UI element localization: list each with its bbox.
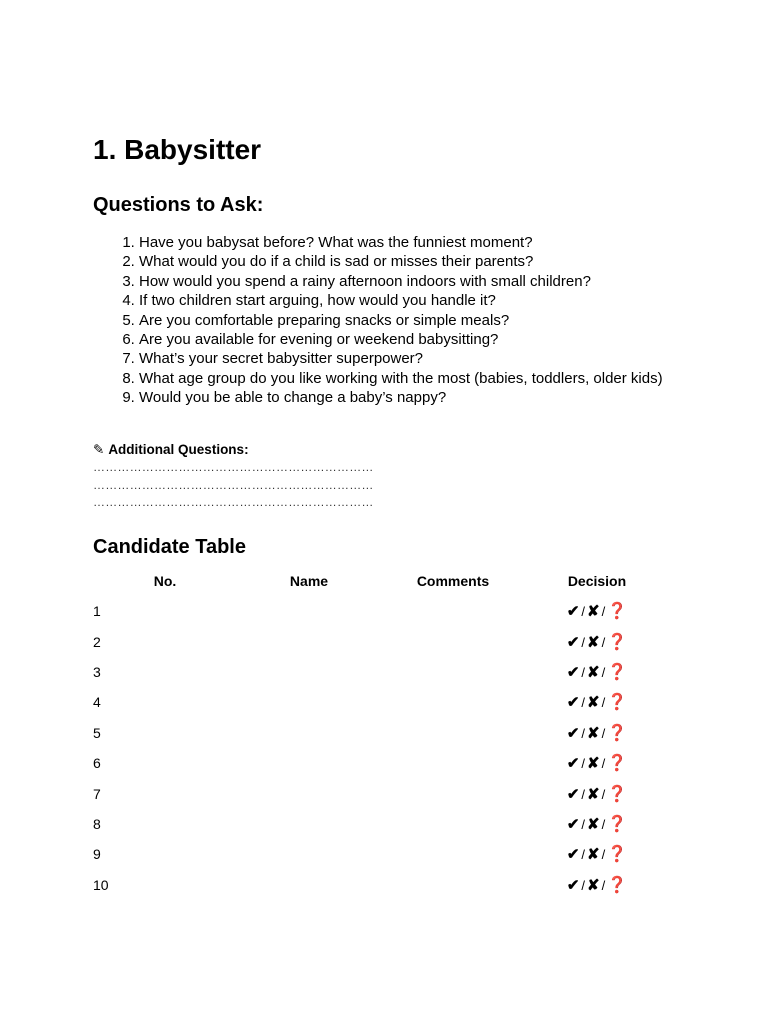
check-icon[interactable]: ✔ xyxy=(566,603,580,621)
name-cell[interactable] xyxy=(237,778,381,808)
question-mark-icon[interactable]: ❓ xyxy=(607,815,628,833)
decision-cell xyxy=(525,596,669,626)
question-mark-icon[interactable]: ❓ xyxy=(607,724,628,742)
table-row xyxy=(93,626,669,656)
additional-questions xyxy=(93,441,405,512)
question-mark-icon[interactable]: ❓ xyxy=(607,846,628,864)
check-icon[interactable]: ✔ xyxy=(566,846,580,864)
decision-separator: / xyxy=(601,786,606,802)
table-header-row xyxy=(93,566,669,596)
row-number: 10 xyxy=(93,876,109,893)
check-icon[interactable]: ✔ xyxy=(566,755,580,773)
decision-separator: / xyxy=(581,786,586,802)
decision-separator: / xyxy=(581,725,586,741)
question-mark-icon[interactable]: ❓ xyxy=(607,694,628,712)
decision-separator: / xyxy=(581,695,586,711)
questions-heading: Questions to Ask: xyxy=(93,194,264,216)
check-icon[interactable]: ✔ xyxy=(566,815,580,833)
decision-cell xyxy=(525,778,669,808)
question-mark-icon[interactable]: ❓ xyxy=(607,603,628,621)
decision-separator: / xyxy=(601,634,606,650)
cross-icon[interactable]: ✘ xyxy=(587,815,600,833)
check-icon[interactable]: ✔ xyxy=(566,694,580,712)
list-item: 5. Are you comfortable preparing snacks or simple meals? xyxy=(139,311,699,330)
table-row xyxy=(93,778,669,808)
check-icon[interactable]: ✔ xyxy=(566,724,580,742)
cross-icon[interactable]: ✘ xyxy=(587,846,600,864)
comments-cell[interactable] xyxy=(381,778,525,808)
dotted-answer-line: …………………………………………………………… xyxy=(93,495,374,509)
name-cell[interactable] xyxy=(237,718,381,748)
decision-separator: / xyxy=(601,604,606,620)
comments-cell[interactable] xyxy=(381,748,525,778)
decision-separator: / xyxy=(601,756,606,772)
column-header-comments: Comments xyxy=(416,573,490,589)
comments-cell[interactable] xyxy=(381,718,525,748)
cross-icon[interactable]: ✘ xyxy=(587,785,600,803)
row-number: 3 xyxy=(93,663,101,680)
table-row xyxy=(93,596,669,626)
row-number: 7 xyxy=(93,785,101,802)
check-icon[interactable]: ✔ xyxy=(566,785,580,803)
decision-separator: / xyxy=(601,816,606,832)
comments-cell[interactable] xyxy=(381,870,525,900)
row-number: 9 xyxy=(93,846,101,863)
column-header-no: No. xyxy=(153,573,177,589)
list-item: 9. Would you be able to change a baby’s nappy? xyxy=(139,388,699,407)
comments-cell[interactable] xyxy=(381,626,525,656)
table-row xyxy=(93,870,669,900)
decision-cell xyxy=(525,687,669,717)
table-row xyxy=(93,718,669,748)
cross-icon[interactable]: ✘ xyxy=(587,724,600,742)
decision-cell xyxy=(525,626,669,656)
table-row xyxy=(93,657,669,687)
row-number: 2 xyxy=(93,633,101,650)
question-mark-icon[interactable]: ❓ xyxy=(607,755,628,773)
list-item: 3. How would you spend a rainy afternoon indoors with small children? xyxy=(139,272,699,291)
decision-separator: / xyxy=(601,725,606,741)
decision-separator: / xyxy=(581,664,586,680)
candidate-table xyxy=(93,566,669,900)
table-row xyxy=(93,748,669,778)
list-item: 2. What would you do if a child is sad or misses their parents? xyxy=(139,252,699,271)
decision-separator: / xyxy=(581,847,586,863)
candidate-rows xyxy=(93,596,669,900)
comments-cell[interactable] xyxy=(381,596,525,626)
table-row xyxy=(93,687,669,717)
row-number: 4 xyxy=(93,694,101,711)
candidate-table-heading: Candidate Table xyxy=(93,536,246,558)
column-header-name: Name xyxy=(289,573,329,589)
additional-questions-title xyxy=(93,441,405,459)
question-mark-icon[interactable]: ❓ xyxy=(607,876,628,894)
check-icon[interactable]: ✔ xyxy=(566,663,580,681)
decision-separator: / xyxy=(581,877,586,893)
dotted-answer-line: …………………………………………………………… xyxy=(93,460,374,474)
question-mark-icon[interactable]: ❓ xyxy=(607,633,628,651)
list-item: 4. If two children start arguing, how would you handle it? xyxy=(139,291,699,310)
row-number: 6 xyxy=(93,755,101,772)
decision-cell xyxy=(525,809,669,839)
list-item: 7. What’s your secret babysitter superpower? xyxy=(139,349,699,368)
cross-icon[interactable]: ✘ xyxy=(587,876,600,894)
name-cell[interactable] xyxy=(237,626,381,656)
comments-cell[interactable] xyxy=(381,839,525,869)
name-cell[interactable] xyxy=(237,748,381,778)
name-cell[interactable] xyxy=(237,657,381,687)
page-title: 1. Babysitter xyxy=(93,134,262,165)
decision-cell xyxy=(525,748,669,778)
comments-cell[interactable] xyxy=(381,809,525,839)
table-row xyxy=(93,809,669,839)
decision-cell xyxy=(525,870,669,900)
list-item: 6. Are you available for evening or weekend babysitting? xyxy=(139,330,699,349)
row-number: 5 xyxy=(93,724,101,741)
cross-icon[interactable]: ✘ xyxy=(587,663,600,681)
comments-cell[interactable] xyxy=(381,687,525,717)
decision-separator: / xyxy=(601,847,606,863)
row-number: 8 xyxy=(93,815,101,832)
decision-separator: / xyxy=(581,756,586,772)
cross-icon[interactable]: ✘ xyxy=(587,755,600,773)
question-mark-icon[interactable]: ❓ xyxy=(607,663,628,681)
decision-cell xyxy=(525,718,669,748)
decision-cell xyxy=(525,657,669,687)
comments-cell[interactable] xyxy=(381,657,525,687)
dotted-answer-line: …………………………………………………………… xyxy=(93,477,374,492)
decision-separator: / xyxy=(581,634,586,650)
cross-icon[interactable]: ✘ xyxy=(587,603,600,621)
decision-separator: / xyxy=(581,816,586,832)
decision-separator: / xyxy=(601,877,606,893)
cross-icon[interactable]: ✘ xyxy=(587,694,600,712)
decision-separator: / xyxy=(601,664,606,680)
row-number: 1 xyxy=(93,603,101,620)
additional-questions-label: Additional Questions: xyxy=(108,442,249,457)
decision-separator: / xyxy=(601,695,606,711)
questions-list xyxy=(93,233,699,408)
name-cell[interactable] xyxy=(237,596,381,626)
decision-separator: / xyxy=(581,604,586,620)
question-mark-icon[interactable]: ❓ xyxy=(607,785,628,803)
name-cell[interactable] xyxy=(237,839,381,869)
name-cell[interactable] xyxy=(237,870,381,900)
cross-icon[interactable]: ✘ xyxy=(587,633,600,651)
check-icon[interactable]: ✔ xyxy=(566,633,580,651)
name-cell[interactable] xyxy=(237,809,381,839)
column-header-decision: Decision xyxy=(567,573,627,589)
check-icon[interactable]: ✔ xyxy=(566,876,580,894)
table-row xyxy=(93,839,669,869)
list-item: 1. Have you babysat before? What was the funniest moment? xyxy=(139,233,699,252)
list-item: 8. What age group do you like working with the most (babies, toddlers, older kids) xyxy=(139,369,699,388)
name-cell[interactable] xyxy=(237,687,381,717)
decision-cell xyxy=(525,839,669,869)
pencil-icon: ✎ xyxy=(93,442,105,457)
